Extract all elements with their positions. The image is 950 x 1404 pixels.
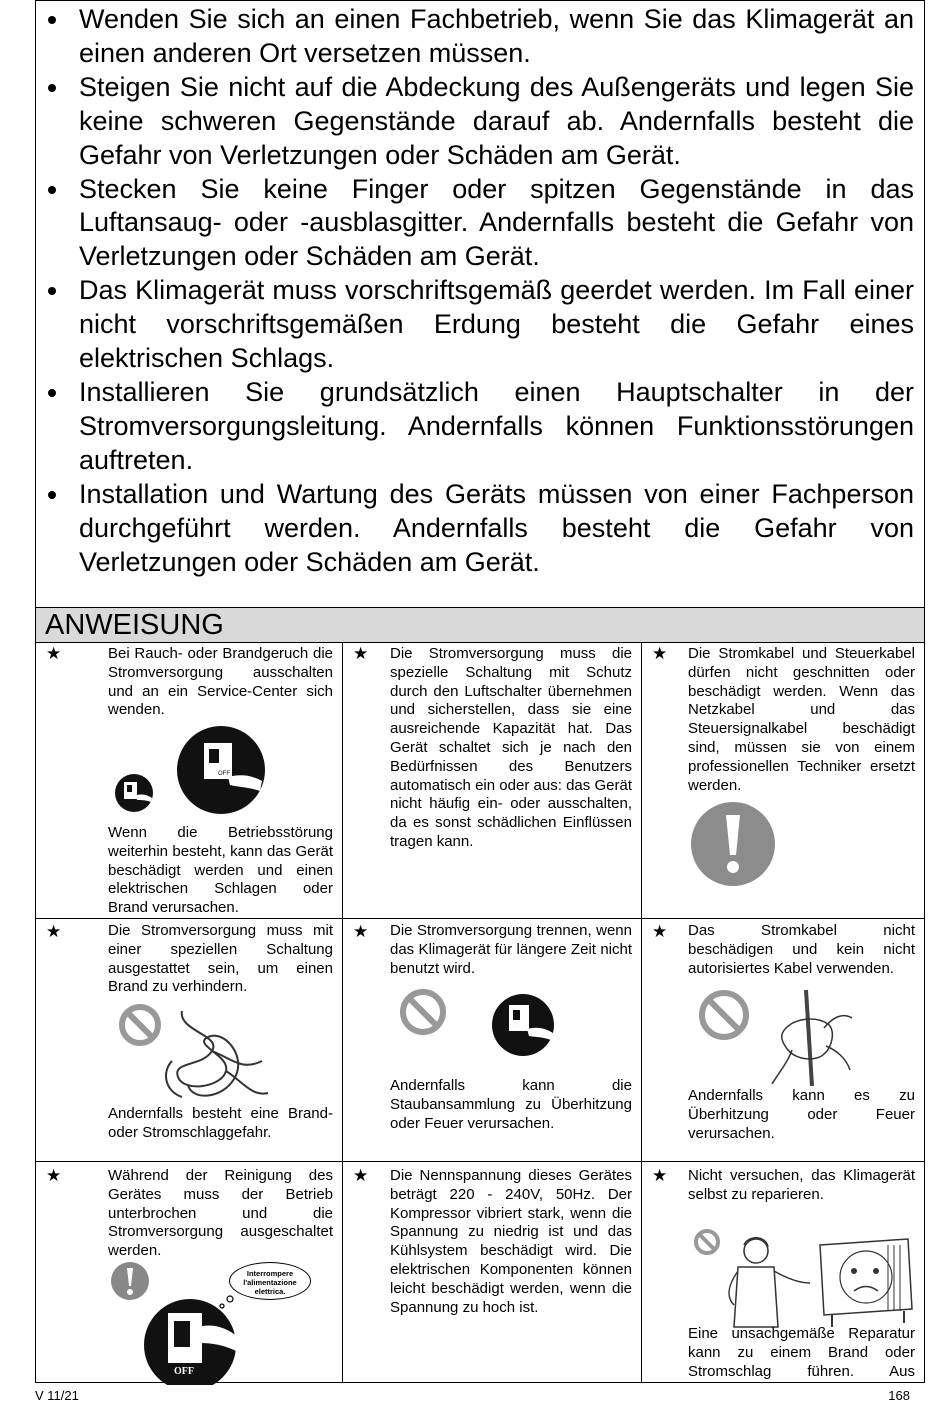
power-switch-hand-icon [491, 993, 555, 1057]
cell-text: Wenn die Betriebsstörung weiterhin besteht, kann das Gerät beschädigt werden und einen elektrischen Schlagen oder Brand verursachen. [108, 824, 333, 917]
tangled-cable-icon [152, 1001, 272, 1111]
cell-text: Die Stromkabel und Steuerkabel dürfen nicht geschnitten oder beschädigt werden. Wenn das Netzkabel und das Steuersignalkabel beschädigt sind, müssen sie von einem professionellen Techniker ersetzt werden. [688, 645, 915, 794]
cell-text: Bei Rauch- oder Brandgeruch die Stromversorgung ausschalten und an ein Service-Center sich wenden. [108, 645, 333, 719]
prohibition-icon [398, 987, 448, 1037]
grid-divider [342, 643, 343, 1383]
bullet-item [36, 71, 924, 173]
cell-text: Die Nennspannung dieses Gerätes beträgt 220 - 240V, 50Hz. Der Kompressor vibriert stark, wenn die Spannung zu niedrig ist und das Kühlsystem beschädigt wird. Die elektrischen Komponenten können leicht beschädigt werden, wenn die Spannung zu hoch ist. [390, 1167, 632, 1316]
bullet-dot-icon [48, 389, 56, 397]
bullet-text: Stecken Sie keine Finger oder spitzen Gegenstände in das Luftansaug- oder -ausblasgitter. Andernfalls besteht die Gefahr von Verletzungen oder Schäden am Gerät. [79, 173, 914, 272]
speech-bubble-text: Interrompere l'alimentazione elettrica. [243, 1269, 297, 1296]
grid-divider [36, 1161, 924, 1162]
star-icon: ★ [652, 644, 668, 663]
footer-page-number: 168 [888, 1388, 910, 1403]
off-label: OFF [174, 1366, 194, 1377]
star-icon: ★ [46, 1166, 62, 1185]
cell-text: Die Stromversorgung muss mit einer speziellen Schaltung ausgestattet sein, um einen Brand zu verhindern. [108, 922, 333, 996]
cell-text: Während der Reinigung des Gerätes muss der Betrieb unterbrochen und die Stromversorgung ausgeschaltet werden. [108, 1167, 333, 1260]
power-switch-hand-icon [176, 725, 266, 815]
star-icon: ★ [353, 644, 369, 663]
star-icon: ★ [46, 644, 62, 663]
bullet-item [36, 3, 924, 71]
warning-bullet-list [36, 3, 924, 579]
footer-version: V 11/21 [35, 1388, 79, 1403]
grid-divider [36, 918, 924, 919]
star-icon: ★ [652, 1166, 668, 1185]
prohibition-icon [696, 987, 752, 1043]
exclamation-warning-icon [690, 801, 776, 887]
cell-text: Nicht versuchen, das Klimagerät selbst zu reparieren. [688, 1167, 915, 1203]
off-switch-illustration [142, 1293, 238, 1385]
bullet-dot-icon [48, 491, 56, 499]
star-icon: ★ [353, 1166, 369, 1185]
cell-text: Andernfalls kann die Staubansammlung zu Überhitzung oder Feuer verursachen. [390, 1077, 632, 1132]
star-icon: ★ [353, 922, 369, 941]
bullet-text: Das Klimagerät muss vorschriftsgemäß geerdet werden. Im Fall einer nicht vorschriftsgemäßen Erdung besteht die Gefahr eines elektrischen Schlags. [79, 275, 914, 374]
small-power-switch-icon [114, 773, 154, 813]
star-icon: ★ [652, 922, 668, 941]
bullet-dot-icon [48, 287, 56, 295]
section-heading: ANWEISUNG [36, 607, 924, 643]
cell-text: Eine unsachgemäße Reparatur kann zu einem Brand oder Stromschlag führen. Aus [688, 1325, 915, 1380]
cell-text: Andernfalls kann es zu Überhitzung oder Feuer verursachen. [688, 1087, 915, 1142]
bullet-text: Installation und Wartung des Geräts müssen von einer Fachperson durchgeführt werden. Andernfalls besteht die Gefahr von Verletzungen oder Schäden am Gerät. [79, 478, 914, 577]
speech-bubble [229, 1262, 311, 1300]
cell-text: Andernfalls besteht eine Brand- oder Stromschlaggefahr. [108, 1105, 333, 1141]
bullet-item [36, 478, 924, 580]
star-icon: ★ [46, 922, 62, 941]
bullet-dot-icon [48, 84, 56, 92]
cell-text: Das Stromkabel nicht beschädigen und kein nicht autorisiertes Kabel verwenden. [688, 922, 915, 977]
bullet-item [36, 173, 924, 275]
bullet-text: Installieren Sie grundsätzlich einen Hauptschalter in der Stromversorgungsleitung. Andernfalls können Funktionsstörungen auftreten. [79, 376, 914, 475]
svg-text:OFF: OFF [218, 771, 230, 777]
grid-divider [641, 643, 642, 1383]
hand-cutting-cable-icon [766, 988, 856, 1088]
man-with-crying-ac-unit-icon [708, 1231, 918, 1331]
bullet-item [36, 376, 924, 478]
bullet-dot-icon [48, 16, 56, 24]
page-frame [35, 0, 925, 1383]
cell-text: Die Stromversorgung trennen, wenn das Klimagerät für längere Zeit nicht benutzt wird. [390, 922, 632, 977]
bullet-item [36, 274, 924, 376]
bullet-text: Steigen Sie nicht auf die Abdeckung des Außengeräts und legen Sie keine schweren Gegenstände darauf ab. Andernfalls besteht die Gefahr von Verletzungen oder Schäden am Gerät. [79, 71, 914, 170]
bullet-dot-icon [48, 186, 56, 194]
cell-text: Die Stromversorgung muss die spezielle Schaltung mit Schutz durch den Luftschalter übernehmen und sicherstellen, dass sie eine ausreichende Kapazität hat. Das Gerät schaltet sich je nach den Bedürfnissen des Benutzers automatisch ein oder aus: das Gerät nicht häufig ein- oder ausschalten, da es sonst schädlichen Einflüssen tragen kann. [390, 645, 632, 850]
bullet-text: Wenden Sie sich an einen Fachbetrieb, wenn Sie das Klimagerät an einen anderen Ort versetzen müssen. [79, 4, 914, 68]
